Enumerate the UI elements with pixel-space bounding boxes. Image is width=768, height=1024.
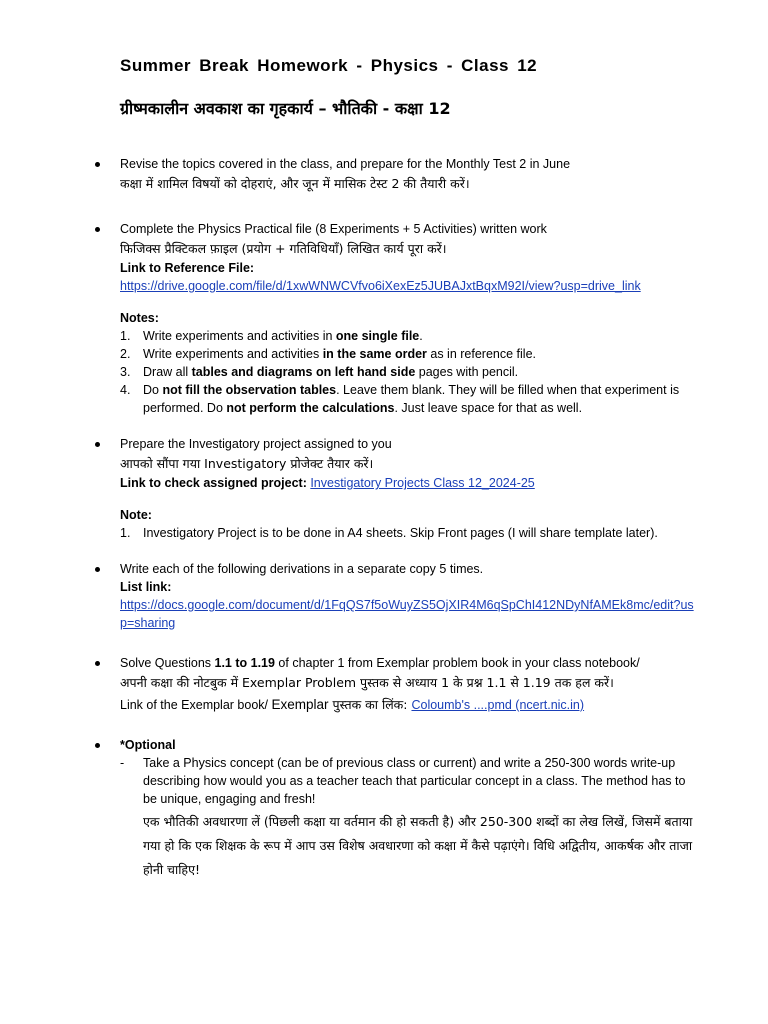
investigatory-projects-link[interactable]: Investigatory Projects Class 12_2024-25 — [310, 476, 535, 490]
task-text: Write each of the following derivations in a separate copy 5 times. — [120, 562, 484, 576]
task-optional — [0, 736, 768, 882]
optional-list — [120, 754, 698, 882]
task-text-hindi: एक भौतिकी अवधारणा लें (पिछली कक्षा या वर्तमान की हो सकती है) और 250-300 शब्दों का लेख लिखें, जिसमें बताया गया हो कि एक शिक्षक के रूप में आप उस विशेष अवधारणा को कक्षा में कैसे पढ़ाएंगे। विधि अद्वितीय, आकर्षक और ताजा होनी चाहिए! — [143, 814, 693, 877]
reference-label: Link to Reference File: — [120, 261, 255, 275]
bullet-icon — [95, 162, 100, 167]
list-item: 1. Investigatory Project is to be done in A4 sheets. Skip Front pages (I will share template later). — [120, 526, 658, 540]
optional-label: *Optional — [120, 738, 176, 752]
task-text: Revise the topics covered in the class, and prepare for the Monthly Test 2 in June — [120, 157, 571, 171]
task-text: Complete the Physics Practical file (8 Experiments + 5 Activities) written work — [120, 222, 547, 236]
project-link-label: Link to check assigned project: — [120, 476, 311, 490]
list-item: 3. Draw all tables and diagrams on left hand side pages with pencil. — [120, 365, 519, 379]
task-exemplar — [0, 654, 768, 714]
bullet-icon — [95, 743, 100, 748]
notes-list — [120, 524, 698, 542]
task-text-hindi: कक्षा में शामिल विषयों को दोहराएं, और जून में मासिक टेस्ट 2 की तैयारी करें। — [120, 176, 470, 191]
task-text-hindi: फिजिक्स प्रैक्टिकल फ़ाइल (प्रयोग + गतिविधियाँ) लिखित कार्य पूरा करें। — [120, 241, 447, 256]
derivations-list-link[interactable]: https://docs.google.com/document/d/1FqQS7f5oWuyZS5OjXIR4M6qSpChI412NDyNfAMEk8mc/edit?usp=sharing — [120, 598, 694, 630]
list-item: 2. Write experiments and activities in the same order as in reference file. — [120, 347, 536, 361]
task-text-hindi: आपको सौंपा गया Investigatory प्रोजेक्ट तैयार करें। — [120, 456, 374, 471]
page-title-hindi: ग्रीष्मकालीन अवकाश का गृहकार्य – भौतिकी - कक्षा 12 — [120, 99, 451, 118]
task-practical-file — [0, 220, 768, 417]
list-item: 1. Write experiments and activities in one single file. — [120, 329, 423, 343]
task-revise — [0, 155, 768, 194]
list-link-label: List link: — [120, 580, 172, 594]
notes-list — [120, 327, 698, 417]
task-derivations — [0, 560, 768, 632]
notes-label: Notes: — [120, 311, 159, 325]
bullet-icon — [95, 227, 100, 232]
task-text: Solve Questions 1.1 to 1.19 of chapter 1 from Exemplar problem book in your class notebook/ — [120, 656, 640, 670]
homework-list — [0, 155, 768, 900]
exemplar-link-line: Link of the Exemplar book/ Exemplar पुस्तक का लिंक: Coloumb's ....pmd (ncert.nic.in) — [120, 697, 585, 712]
note-label: Note: — [120, 508, 152, 522]
exemplar-book-link[interactable]: Coloumb's ....pmd (ncert.nic.in) — [411, 698, 585, 712]
list-item: - Take a Physics concept (can be of previous class or current) and write a 250-300 words write-up describing how would you as a teacher teach that particular concept in a class. The method has to be unique, engaging and fresh! एक भौतिकी अवधारणा लें (पिछली कक्षा या वर्तमान की हो सकती है) और 250-300 शब्दों का लेख लिखें, जिसमें बताया गया हो कि एक शिक्षक के रूप में आप उस विशेष अवधारणा को कक्षा में कैसे पढ़ाएंगे। विधि अद्वितीय, आकर्षक और ताजा होनी चाहिए! — [120, 754, 698, 882]
page-title: Summer Break Homework - Physics - Class 12 — [120, 56, 538, 75]
reference-file-link[interactable]: https://drive.google.com/file/d/1xwWNWCVfvo6iXexEz5JUBAJxtBqxM92I/view?usp=drive_link — [120, 279, 641, 293]
task-investigatory-project — [0, 435, 768, 542]
list-item: 4. Do not fill the observation tables. Leave them blank. They will be filled when that experiment is performed. Do not perform the calculations. Just leave space for that as well. — [120, 383, 680, 415]
task-text: Prepare the Investigatory project assigned to you — [120, 437, 392, 451]
bullet-icon — [95, 442, 100, 447]
bullet-icon — [95, 661, 100, 666]
task-text-hindi: अपनी कक्षा की नोटबुक में Exemplar Problem पुस्तक से अध्याय 1 के प्रश्न 1.1 से 1.19 तक हल करें। — [120, 675, 614, 690]
bullet-icon — [95, 567, 100, 572]
